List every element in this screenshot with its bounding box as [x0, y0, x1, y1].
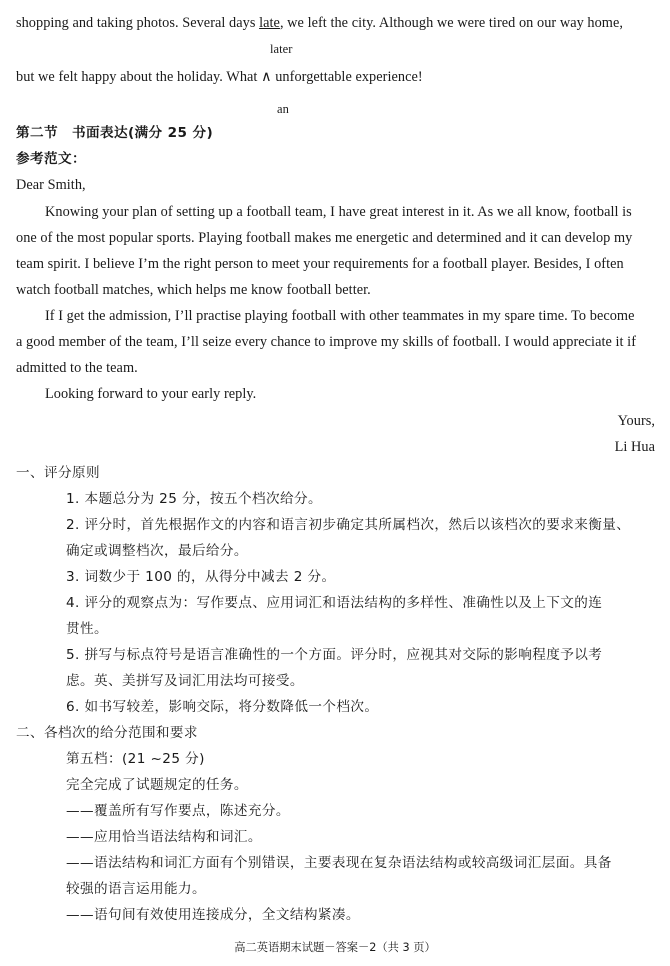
principle-item: 6. 如书写较差，影响交际，将分数降低一个档次。: [66, 699, 379, 715]
principle-item: 1. 本题总分为 25 分，按五个档次给分。: [66, 491, 322, 507]
principles-heading: 一、评分原则: [16, 465, 100, 481]
level-item: 较强的语言运用能力。: [66, 881, 206, 897]
section-title: 第二节 书面表达(满分 25 分): [16, 125, 214, 141]
correction-line-1: shopping and taking photos. Several days late, we left the city. Although we were tired on our way home,: [16, 15, 624, 31]
marked-error-word: late: [259, 15, 280, 31]
level-item: ——应用恰当语法结构和词汇。: [66, 829, 262, 845]
insert-caret-mark: ∧: [261, 69, 272, 85]
letter-line: one of the most popular sports. Playing football makes me energetic and determined and it can develop my: [16, 230, 633, 246]
principle-item: 2. 评分时，首先根据作文的内容和语言初步确定其所属档次，然后以该档次的要求来衡量、: [66, 517, 631, 533]
level-item: ——语句间有效使用连接成分，全文结构紧凑。: [66, 907, 360, 923]
principle-item: 3. 词数少于 100 的，从得分中减去 2 分。: [66, 569, 336, 585]
levels-heading: 二、各档次的给分范围和要求: [16, 725, 198, 741]
letter-line: a good member of the team, I’ll seize every chance to improve my skills of football. I would appreciate it if: [16, 334, 637, 350]
principle-item: 贯性。: [66, 621, 108, 637]
principle-item: 确定或调整档次，最后给分。: [66, 543, 248, 559]
page-footer: 高二英语期末试题－答案－2（共 3 页）: [234, 941, 436, 954]
letter-line: team spirit. I believe I’m the right person to meet your requirements for a football player. Besides, I often: [16, 256, 624, 272]
letter-line: If I get the admission, I’ll practise playing football with other teammates in my spare time. To become: [45, 308, 635, 324]
level-item: 完全完成了试题规定的任务。: [66, 777, 248, 793]
principle-item: 4. 评分的观察点为：写作要点、应用词汇和语法结构的多样性、准确性以及上下文的连: [66, 595, 603, 611]
correction-fix-1: later: [270, 42, 293, 56]
level-item: ——语法结构和词汇方面有个别错误，主要表现在复杂语法结构或较高级词汇层面。具备: [66, 855, 612, 871]
principle-item: 5. 拼写与标点符号是语言准确性的一个方面。评分时，应视其对交际的影响程度予以考: [66, 647, 603, 663]
correction-fix-2: an: [277, 102, 289, 116]
correction-line-2: but we felt happy about the holiday. What ∧ unforgettable experience!: [16, 69, 423, 85]
letter-line: admitted to the team.: [16, 360, 138, 376]
level-item: 第五档：(21 ~25 分): [66, 751, 205, 767]
level-item: ——覆盖所有写作要点，陈述充分。: [66, 803, 290, 819]
letter-line: watch football matches, which helps me know football better.: [16, 282, 371, 298]
letter-closing: Yours,: [617, 413, 655, 429]
letter-line: Knowing your plan of setting up a football team, I have great interest in it. As we all know, football is: [45, 204, 632, 220]
principle-item: 虑。英、美拼写及词汇用法均可接受。: [66, 673, 304, 689]
letter-salutation: Dear Smith,: [16, 177, 86, 193]
letter-line: Looking forward to your early reply.: [45, 386, 257, 402]
letter-signature: Li Hua: [614, 439, 655, 455]
sample-label: 参考范文：: [16, 151, 86, 167]
